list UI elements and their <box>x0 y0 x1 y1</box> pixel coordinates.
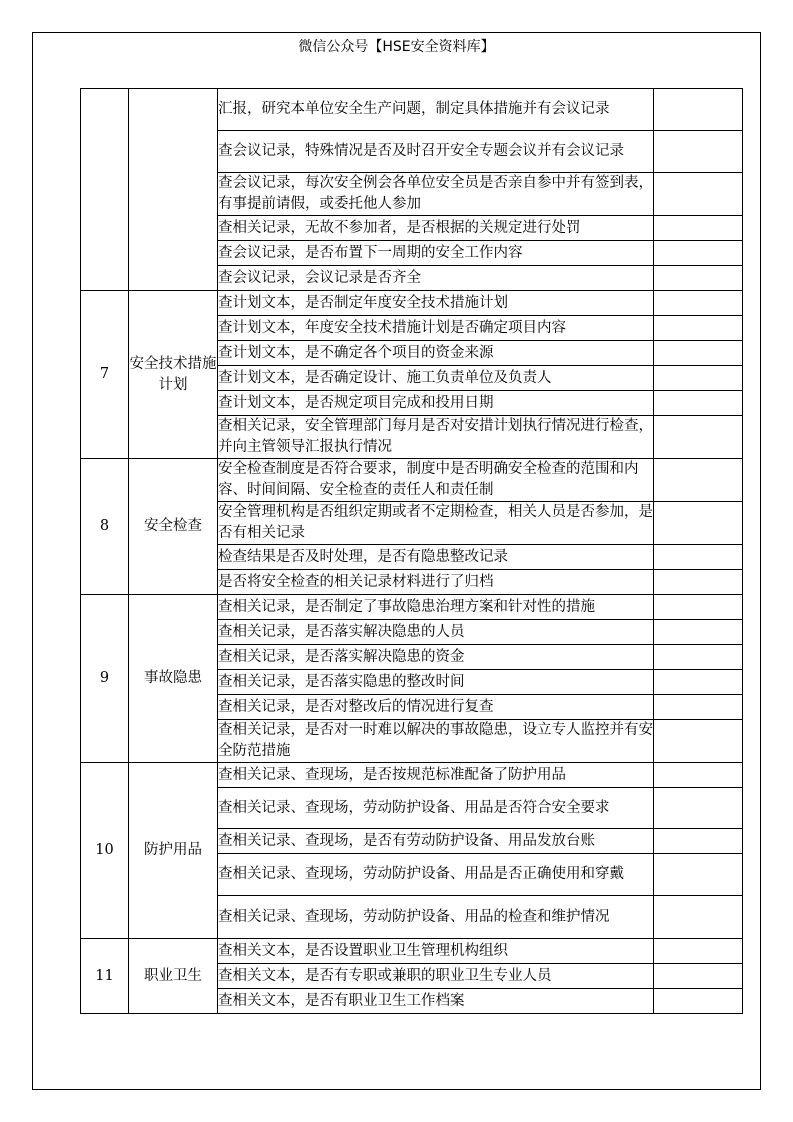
check-result-cell <box>654 620 743 645</box>
check-content-cell: 查相关文本，是否有专职或兼职的职业卫生专业人员 <box>218 964 654 989</box>
page-header: 微信公众号【HSE安全资料库】 <box>298 39 495 55</box>
check-content-cell: 查相关文本，是否有职业卫生工作档案 <box>218 989 654 1014</box>
check-result-cell <box>654 570 743 595</box>
check-result-cell <box>654 788 743 829</box>
section-number-cell: 9 <box>81 595 129 763</box>
check-content-cell: 查相关记录，无故不参加者，是否根据的关规定进行处罚 <box>218 216 654 241</box>
check-content-cell: 查相关记录，是否落实解决隐患的人员 <box>218 620 654 645</box>
check-content-cell: 查计划文本，年度安全技术措施计划是否确定项目内容 <box>218 316 654 341</box>
check-result-cell <box>654 131 743 173</box>
section-item-cell: 防护用品 <box>129 763 218 939</box>
inspection-checklist-table <box>80 88 743 1014</box>
section-number-cell: 8 <box>81 459 129 595</box>
check-content-cell: 查会议记录，特殊情况是否及时召开安全专题会议并有会议记录 <box>218 131 654 173</box>
check-content-cell: 查相关记录、查现场，劳动防护设备、用品是否符合安全要求 <box>218 788 654 829</box>
check-content-cell: 安全检查制度是否符合要求，制度中是否明确安全检查的范围和内容、时间间隔、安全检查的责任人和责任制 <box>218 459 654 502</box>
check-result-cell <box>654 720 743 763</box>
table-row <box>81 291 743 316</box>
check-content-cell: 查相关文本，是否设置职业卫生管理机构组织 <box>218 939 654 964</box>
check-content-cell: 检查结果是否及时处理，是否有隐患整改记录 <box>218 545 654 570</box>
check-result-cell <box>654 366 743 391</box>
check-result-cell <box>654 595 743 620</box>
check-result-cell <box>654 459 743 502</box>
check-content-cell: 查相关记录，是否制定了事故隐患治理方案和针对性的措施 <box>218 595 654 620</box>
check-result-cell <box>654 216 743 241</box>
check-result-cell <box>654 173 743 216</box>
check-content-cell: 查相关记录、查现场，是否按规范标准配备了防护用品 <box>218 763 654 788</box>
table-row <box>81 939 743 964</box>
check-content-cell: 查计划文本，是否确定设计、施工负责单位及负责人 <box>218 366 654 391</box>
check-result-cell <box>654 502 743 545</box>
check-content-cell: 查计划文本，是不确定各个项目的资金来源 <box>218 341 654 366</box>
check-content-cell: 安全管理机构是否组织定期或者不定期检查，相关人员是否参加，是否有相关记录 <box>218 502 654 545</box>
check-content-cell: 查会议记录，会议记录是否齐全 <box>218 266 654 291</box>
check-content-cell: 查会议记录，是否布置下一周期的安全工作内容 <box>218 241 654 266</box>
check-result-cell <box>654 341 743 366</box>
section-item-cell <box>129 89 218 291</box>
check-content-cell: 查计划文本，是否制定年度安全技术措施计划 <box>218 291 654 316</box>
section-item-cell: 职业卫生 <box>129 939 218 1014</box>
check-result-cell <box>654 854 743 896</box>
section-number-cell: 11 <box>81 939 129 1014</box>
table-row <box>81 595 743 620</box>
table-row <box>81 459 743 502</box>
check-result-cell <box>654 291 743 316</box>
table-row <box>81 763 743 788</box>
check-result-cell <box>654 241 743 266</box>
check-result-cell <box>654 989 743 1014</box>
check-content-cell: 是否将安全检查的相关记录材料进行了归档 <box>218 570 654 595</box>
check-result-cell <box>654 266 743 291</box>
check-content-cell: 查相关记录，是否落实隐患的整改时间 <box>218 670 654 695</box>
section-item-cell: 事故隐患 <box>129 595 218 763</box>
check-result-cell <box>654 896 743 939</box>
check-result-cell <box>654 391 743 416</box>
section-number-cell: 10 <box>81 763 129 939</box>
check-content-cell: 查会议记录，每次安全例会各单位安全员是否亲自参中并有签到表，有事提前请假，或委托他人参加 <box>218 173 654 216</box>
check-content-cell: 查相关记录，是否落实解决隐患的资金 <box>218 645 654 670</box>
check-content-cell: 查计划文本，是否规定项目完成和投用日期 <box>218 391 654 416</box>
check-content-cell: 查相关记录，是否对一时难以解决的事故隐患，设立专人监控并有安全防范措施 <box>218 720 654 763</box>
section-number-cell: 7 <box>81 291 129 459</box>
check-content-cell: 汇报，研究本单位安全生产问题，制定具体措施并有会议记录 <box>218 89 654 131</box>
check-result-cell <box>654 89 743 131</box>
check-result-cell <box>654 645 743 670</box>
check-content-cell: 查相关记录，是否对整改后的情况进行复查 <box>218 695 654 720</box>
check-result-cell <box>654 670 743 695</box>
section-number-cell <box>81 89 129 291</box>
check-result-cell <box>654 763 743 788</box>
check-result-cell <box>654 416 743 459</box>
check-content-cell: 查相关记录、查现场，劳动防护设备、用品的检查和维护情况 <box>218 896 654 939</box>
check-content-cell: 查相关记录、查现场，是否有劳动防护设备、用品发放台账 <box>218 829 654 854</box>
section-item-cell: 安全技术措施计划 <box>129 291 218 459</box>
table-row <box>81 89 743 131</box>
check-result-cell <box>654 316 743 341</box>
check-content-cell: 查相关记录，安全管理部门每月是否对安措计划执行情况进行检查，并向主管领导汇报执行情况 <box>218 416 654 459</box>
check-result-cell <box>654 939 743 964</box>
check-result-cell <box>654 964 743 989</box>
check-content-cell: 查相关记录、查现场，劳动防护设备、用品是否正确使用和穿戴 <box>218 854 654 896</box>
check-result-cell <box>654 695 743 720</box>
section-item-cell: 安全检查 <box>129 459 218 595</box>
check-result-cell <box>654 545 743 570</box>
check-result-cell <box>654 829 743 854</box>
